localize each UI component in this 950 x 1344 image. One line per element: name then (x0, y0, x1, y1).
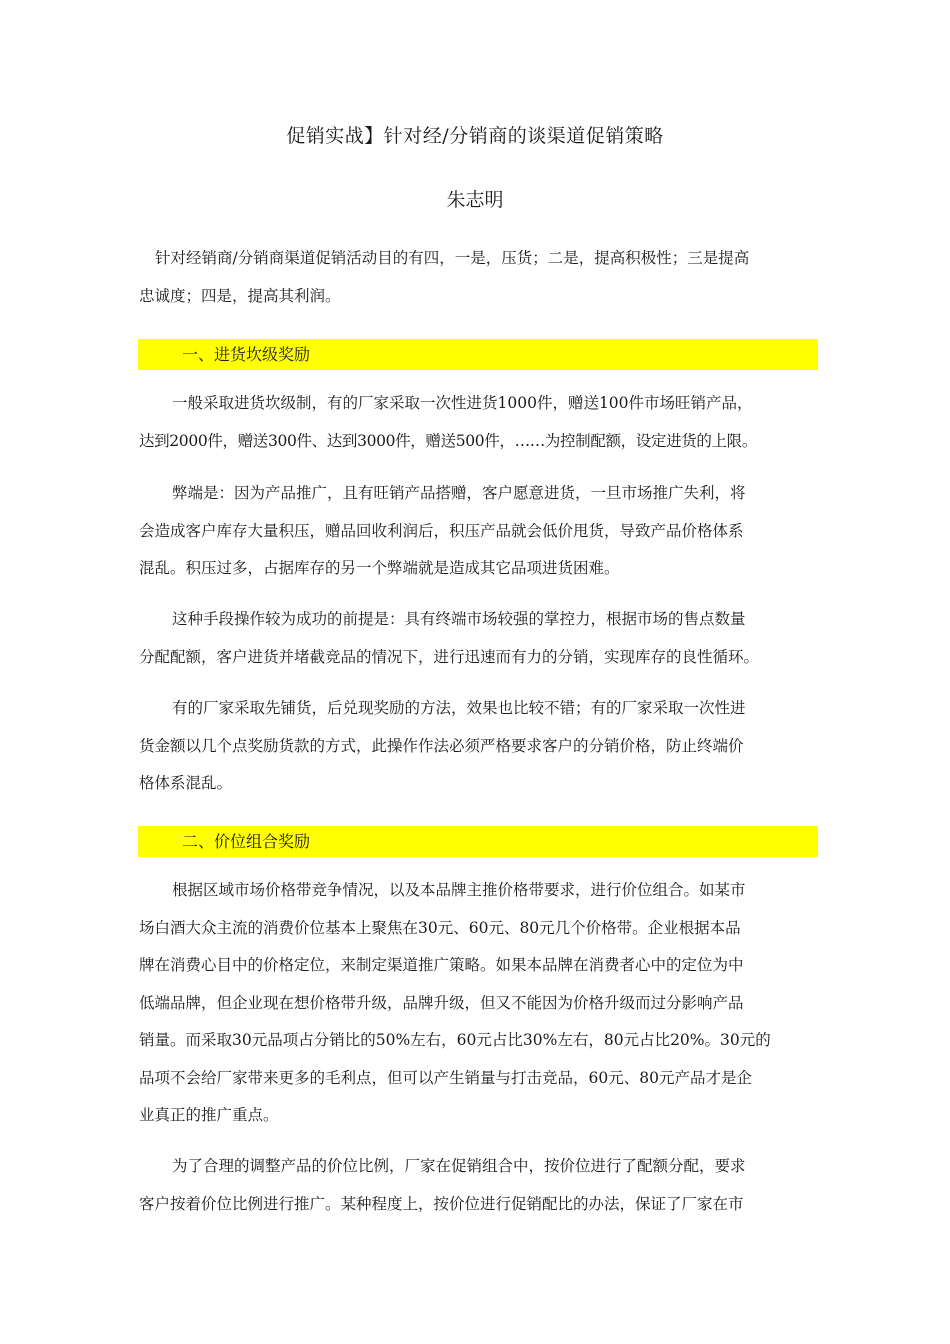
paragraph-line: 达到2000件，赠送300件、达到3000件，赠送500件，……为控制配额，设定进货的上限。 (139, 431, 757, 450)
paragraph-line: 根据区域市场价格带竞争情况，以及本品牌主推价格带要求，进行价位组合。如某市 (172, 881, 746, 899)
section-heading-text: 二、价位组合奖励 (182, 832, 311, 851)
paragraph-line: 混乱。积压过多，占据库存的另一个弊端就是造成其它品项进货困难。 (139, 559, 620, 577)
intro-paragraph (139, 240, 819, 315)
paragraph-line: 品项不会给厂家带来更多的毛利点，但可以产生销量与打击竞品，60元、80元产品才是企 (139, 1068, 752, 1087)
paragraph-line: 销量。而采取30元品项占分销比的50%左右，60元占比30%左右，80元占比20%。30元的 (139, 1031, 771, 1049)
paragraph-line: 场白酒大众主流的消费价位基本上聚焦在30元、60元、80元几个价格带。企业根据本品 (139, 918, 741, 937)
section-1-paragraph-3 (139, 601, 819, 676)
section-heading-2 (138, 826, 818, 857)
paragraph-line: 分配配额，客户进货并堵截竞品的情况下，进行迅速而有力的分销，实现库存的良性循环。 (139, 647, 760, 666)
section-1-paragraph-1 (139, 385, 819, 460)
paragraph-line: 货金额以几个点奖励货款的方式，此操作作法必须严格要求客户的分销价格，防止终端价 (139, 736, 744, 755)
paragraph-line: 低端品牌，但企业现在想价格带升级，品牌升级，但又不能因为价格升级而过分影响产品 (139, 993, 744, 1012)
section-1-paragraph-2 (139, 475, 819, 588)
intro-line: 忠诚度；四是，提高其利润。 (139, 286, 341, 305)
paragraph-line: 有的厂家采取先铺货，后兑现奖励的方法，效果也比较不错；有的厂家采取一次性进 (172, 699, 746, 717)
document-title: 促销实战】针对经/分销商的谈渠道促销策略 (286, 125, 664, 147)
paragraph-line: 弊端是：因为产品推广，且有旺销产品搭赠，客户愿意进货，一旦市场推广失利，将 (172, 484, 746, 502)
section-1-paragraph-4 (139, 690, 819, 803)
paragraph-line: 为了合理的调整产品的价位比例，厂家在促销组合中，按价位进行了配额分配，要求 (172, 1157, 746, 1175)
section-2-paragraph-1 (139, 872, 819, 1135)
intro-line: 针对经销商/分销商渠道促销活动目的有四，一是，压货；二是，提高积极性；三是提高 (155, 249, 750, 267)
section-2-paragraph-2 (139, 1148, 819, 1223)
paragraph-line: 客户按着价位比例进行推广。某种程度上，按价位进行促销配比的办法，保证了厂家在市 (139, 1194, 744, 1213)
paragraph-line: 业真正的推广重点。 (139, 1106, 279, 1124)
section-heading-text: 一、进货坎级奖励 (182, 345, 311, 364)
paragraph-line: 这种手段操作较为成功的前提是：具有终端市场较强的掌控力，根据市场的售点数量 (172, 610, 746, 628)
paragraph-line: 一般采取进货坎级制，有的厂家采取一次性进货1000件，赠送100件市场旺销产品， (172, 394, 753, 412)
paragraph-line: 牌在消费心目中的价格定位，来制定渠道推广策略。如果本品牌在消费者心中的定位为中 (139, 956, 744, 974)
paragraph-line: 会造成客户库存大量积压，赠品回收利润后，积压产品就会低价甩货，导致产品价格体系 (139, 521, 744, 540)
section-heading-1 (138, 339, 818, 370)
paragraph-line: 格体系混乱。 (139, 774, 233, 792)
document-author: 朱志明 (446, 189, 504, 211)
